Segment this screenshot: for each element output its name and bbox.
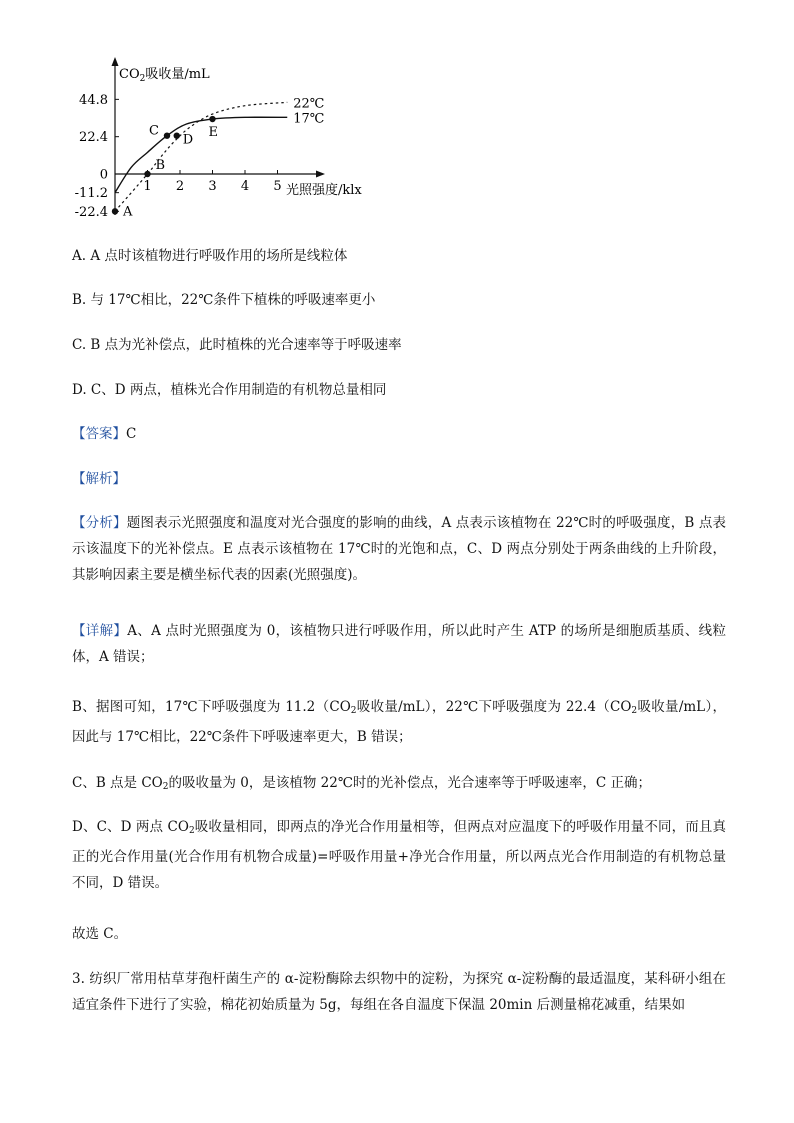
y-tick-label: -22.4 xyxy=(74,204,108,220)
point-a xyxy=(112,208,118,214)
y-axis-label: $CO_2$吸收量/mL xyxy=(119,67,210,84)
analysis-heading xyxy=(72,467,126,491)
answer-line xyxy=(72,422,136,446)
x-axis-label: 光照强度/klx xyxy=(286,183,362,198)
answer-tag: 【答案】 xyxy=(72,426,126,442)
question-3: 3. 纺织厂常用枯草芽孢杆菌生产的 α-淀粉酶除去织物中的淀粉，为探究 α-淀粉酶的最适温度，某科研小组在适宜条件下进行了实验，棉花初始质量为 5g，每组在各自温度下保温 20min 后测量棉花减重，结果如 xyxy=(72,971,726,1013)
x-axis-arrow xyxy=(316,171,325,178)
data-points xyxy=(112,116,218,219)
x-tick-label: 5 xyxy=(273,179,282,194)
detail-c-part2: 的吸收量为 0，是该植物 22℃时的光补偿点，光合速率等于呼吸速率，C 正确； xyxy=(168,775,652,791)
detail-b-part2: 吸收量/mL），22℃下呼吸强度为 22.4（CO xyxy=(356,699,632,715)
detail-b-sub1: 2 xyxy=(350,706,357,716)
detail-d-part2: 吸收量相同，即两点的净光合作用量相等，但两点对应温度下的呼吸作用量不同，而且真正的光合作用量(光合作用有机物合成量)=呼吸作用量+净光合作用量，所以两点光合作用制造的有机物总量不同，D 错误。 xyxy=(72,819,726,891)
point-label: C xyxy=(149,123,159,139)
detail-d-sub: 2 xyxy=(188,826,195,836)
y-tick-label: 0 xyxy=(99,167,108,183)
y-tick-label: 22.4 xyxy=(79,130,108,146)
co2-uptake-chart xyxy=(60,55,400,230)
detail-c-part1: C、B 点是 CO xyxy=(72,775,163,791)
series-label: 22℃ xyxy=(293,96,325,112)
detail-c-paragraph xyxy=(72,770,726,800)
y-axis-arrow xyxy=(112,57,119,66)
answer-text: C xyxy=(126,426,137,442)
option-b: B. 与 17℃相比，22℃条件下植株的呼吸速率更小 xyxy=(72,292,376,308)
detail-b-part3: 吸收量/mL），因此与 17℃相比，22℃条件下呼吸速率更大，B 错误； xyxy=(72,699,726,745)
series-line-22c xyxy=(115,102,287,211)
fenxi-tag: 【分析】 xyxy=(72,515,127,531)
option-a: A. A 点时该植物进行呼吸作用的场所是线粒体 xyxy=(72,248,348,264)
y-tick-label: -11.2 xyxy=(74,186,108,202)
point-label: E xyxy=(208,125,218,141)
detail-a-text: A、A 点时光照强度为 0，该植物只进行呼吸作用，所以此时产生 ATP 的场所是细胞质基质、线粒体，A 错误； xyxy=(72,623,726,665)
option-c: C. B 点为光补偿点，此时植株的光合速率等于呼吸速率 xyxy=(72,337,402,353)
point-label: D xyxy=(182,132,194,148)
x-tick-label: 1 xyxy=(143,179,152,194)
option-d: D. C、D 两点，植株光合作用制造的有机物总量相同 xyxy=(72,382,387,398)
x-tick-label: 3 xyxy=(208,179,217,194)
y-tick-labels xyxy=(75,93,119,220)
detail-c-sub: 2 xyxy=(162,782,169,792)
detail-b-part1: B、据图可知，17℃下呼吸强度为 11.2（CO xyxy=(72,699,351,715)
point-label: A xyxy=(123,204,133,220)
detail-tag: 【详解】 xyxy=(72,623,128,639)
x-tick-label: 4 xyxy=(240,179,250,194)
point-e xyxy=(209,116,215,122)
y-tick-label: 44.8 xyxy=(79,92,108,108)
point-b xyxy=(144,171,150,177)
fenxi-paragraph xyxy=(72,510,726,588)
point-label: B xyxy=(155,158,166,173)
analysis-tag: 【解析】 xyxy=(72,471,126,487)
point-c xyxy=(164,132,170,138)
detail-a-paragraph xyxy=(72,618,726,670)
series-label: 17℃ xyxy=(293,111,325,127)
fenxi-text: 题图表示光照强度和温度对光合强度的影响的曲线，A 点表示该植物在 22℃时的呼吸强度，B 点表示该温度下的光补偿点。E 点表示该植物在 17℃时的光饱和点，C、D 两点分别处于两条曲线的上升阶段，其影响因素主要是横坐标代表的因素(光照强度)。 xyxy=(72,515,727,583)
detail-d-paragraph xyxy=(72,814,726,896)
detail-d-part1: D、C、D 两点 CO xyxy=(72,819,189,835)
point-d xyxy=(174,132,180,138)
detail-b-paragraph xyxy=(72,694,726,750)
conclusion: 故选 C。 xyxy=(72,926,128,942)
x-tick-label: 2 xyxy=(175,179,185,194)
detail-b-sub2: 2 xyxy=(631,706,638,716)
